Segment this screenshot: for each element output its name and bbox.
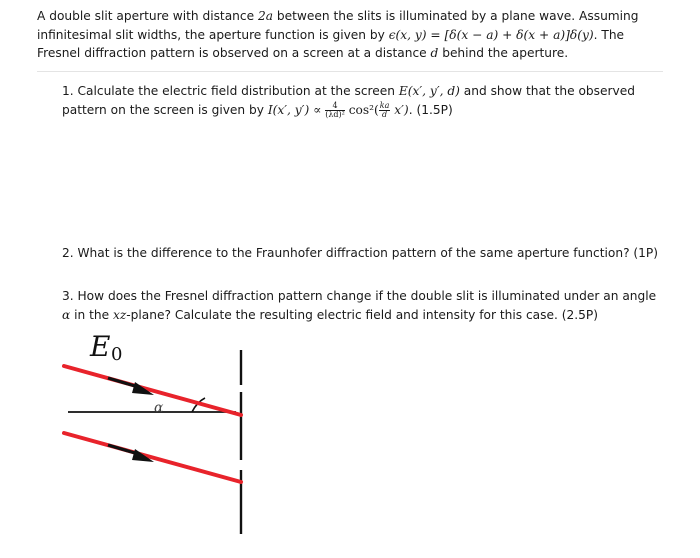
cosine-term: cos²( bbox=[344, 102, 379, 117]
intro-text: . The Fresnel diffraction pattern is observed on a screen at a distance bbox=[37, 27, 625, 60]
fraction-numerator: ka bbox=[379, 100, 390, 110]
aperture-function: ϵ(x, y) = [δ(x − a) + δ(x + a)]δ(y) bbox=[388, 27, 594, 42]
fraction-denominator: (λd)² bbox=[325, 109, 345, 119]
q1-text: 1. Calculate the electric field distribution at the screen bbox=[62, 84, 399, 98]
fraction-prefactor bbox=[325, 102, 345, 119]
q3-text: 3. How does the Fresnel diffraction pattern change if the double slit is illuminated under an angle bbox=[62, 289, 657, 303]
question-3 bbox=[62, 287, 662, 324]
angle-symbol: α bbox=[62, 307, 71, 322]
q2-text: 2. What is the difference to the Fraunhofer diffraction pattern of the same aperture function? (1P) bbox=[62, 246, 659, 260]
field-expression: E(x′, y′, d) bbox=[398, 84, 460, 98]
angle-label: α bbox=[154, 400, 164, 416]
fraction-argument bbox=[379, 102, 391, 119]
intro-text: behind the aperture. bbox=[438, 46, 569, 60]
q1-points: . (1.5P) bbox=[408, 102, 453, 117]
arrow-shaft bbox=[108, 378, 135, 386]
intensity-expression: I(x′, y′) ∝ bbox=[267, 102, 326, 117]
q1-text: and show that the observed pattern on the screen is given by bbox=[62, 84, 635, 117]
cosine-tail: x′) bbox=[390, 102, 409, 117]
fraction-numerator: 4 bbox=[325, 102, 345, 111]
q3-text: in the bbox=[70, 307, 113, 322]
arrow-shaft bbox=[108, 445, 135, 453]
q3-text: -plane? Calculate the resulting electric field and intensity for this case. (2.5P) bbox=[126, 307, 598, 322]
question-2 bbox=[62, 244, 662, 263]
fraction-denominator: d bbox=[382, 109, 388, 119]
double-slit-figure bbox=[55, 322, 265, 542]
problem-intro bbox=[37, 7, 667, 63]
beam-lower bbox=[64, 433, 241, 482]
field-label: E bbox=[90, 330, 111, 363]
screen-distance: d bbox=[430, 46, 439, 60]
question-1 bbox=[62, 82, 662, 119]
section-divider bbox=[37, 71, 663, 72]
field-label-subscript: 0 bbox=[111, 344, 123, 365]
slit-distance: 2a bbox=[257, 9, 274, 23]
beam-upper bbox=[64, 366, 241, 415]
plane-symbol: xz bbox=[112, 307, 127, 322]
intro-text: A double slit aperture with distance bbox=[37, 9, 258, 23]
intro-text: between the slits is illuminated by a plane wave. Assuming infinitesimal slit widths, the aperture function is given by bbox=[37, 9, 639, 42]
